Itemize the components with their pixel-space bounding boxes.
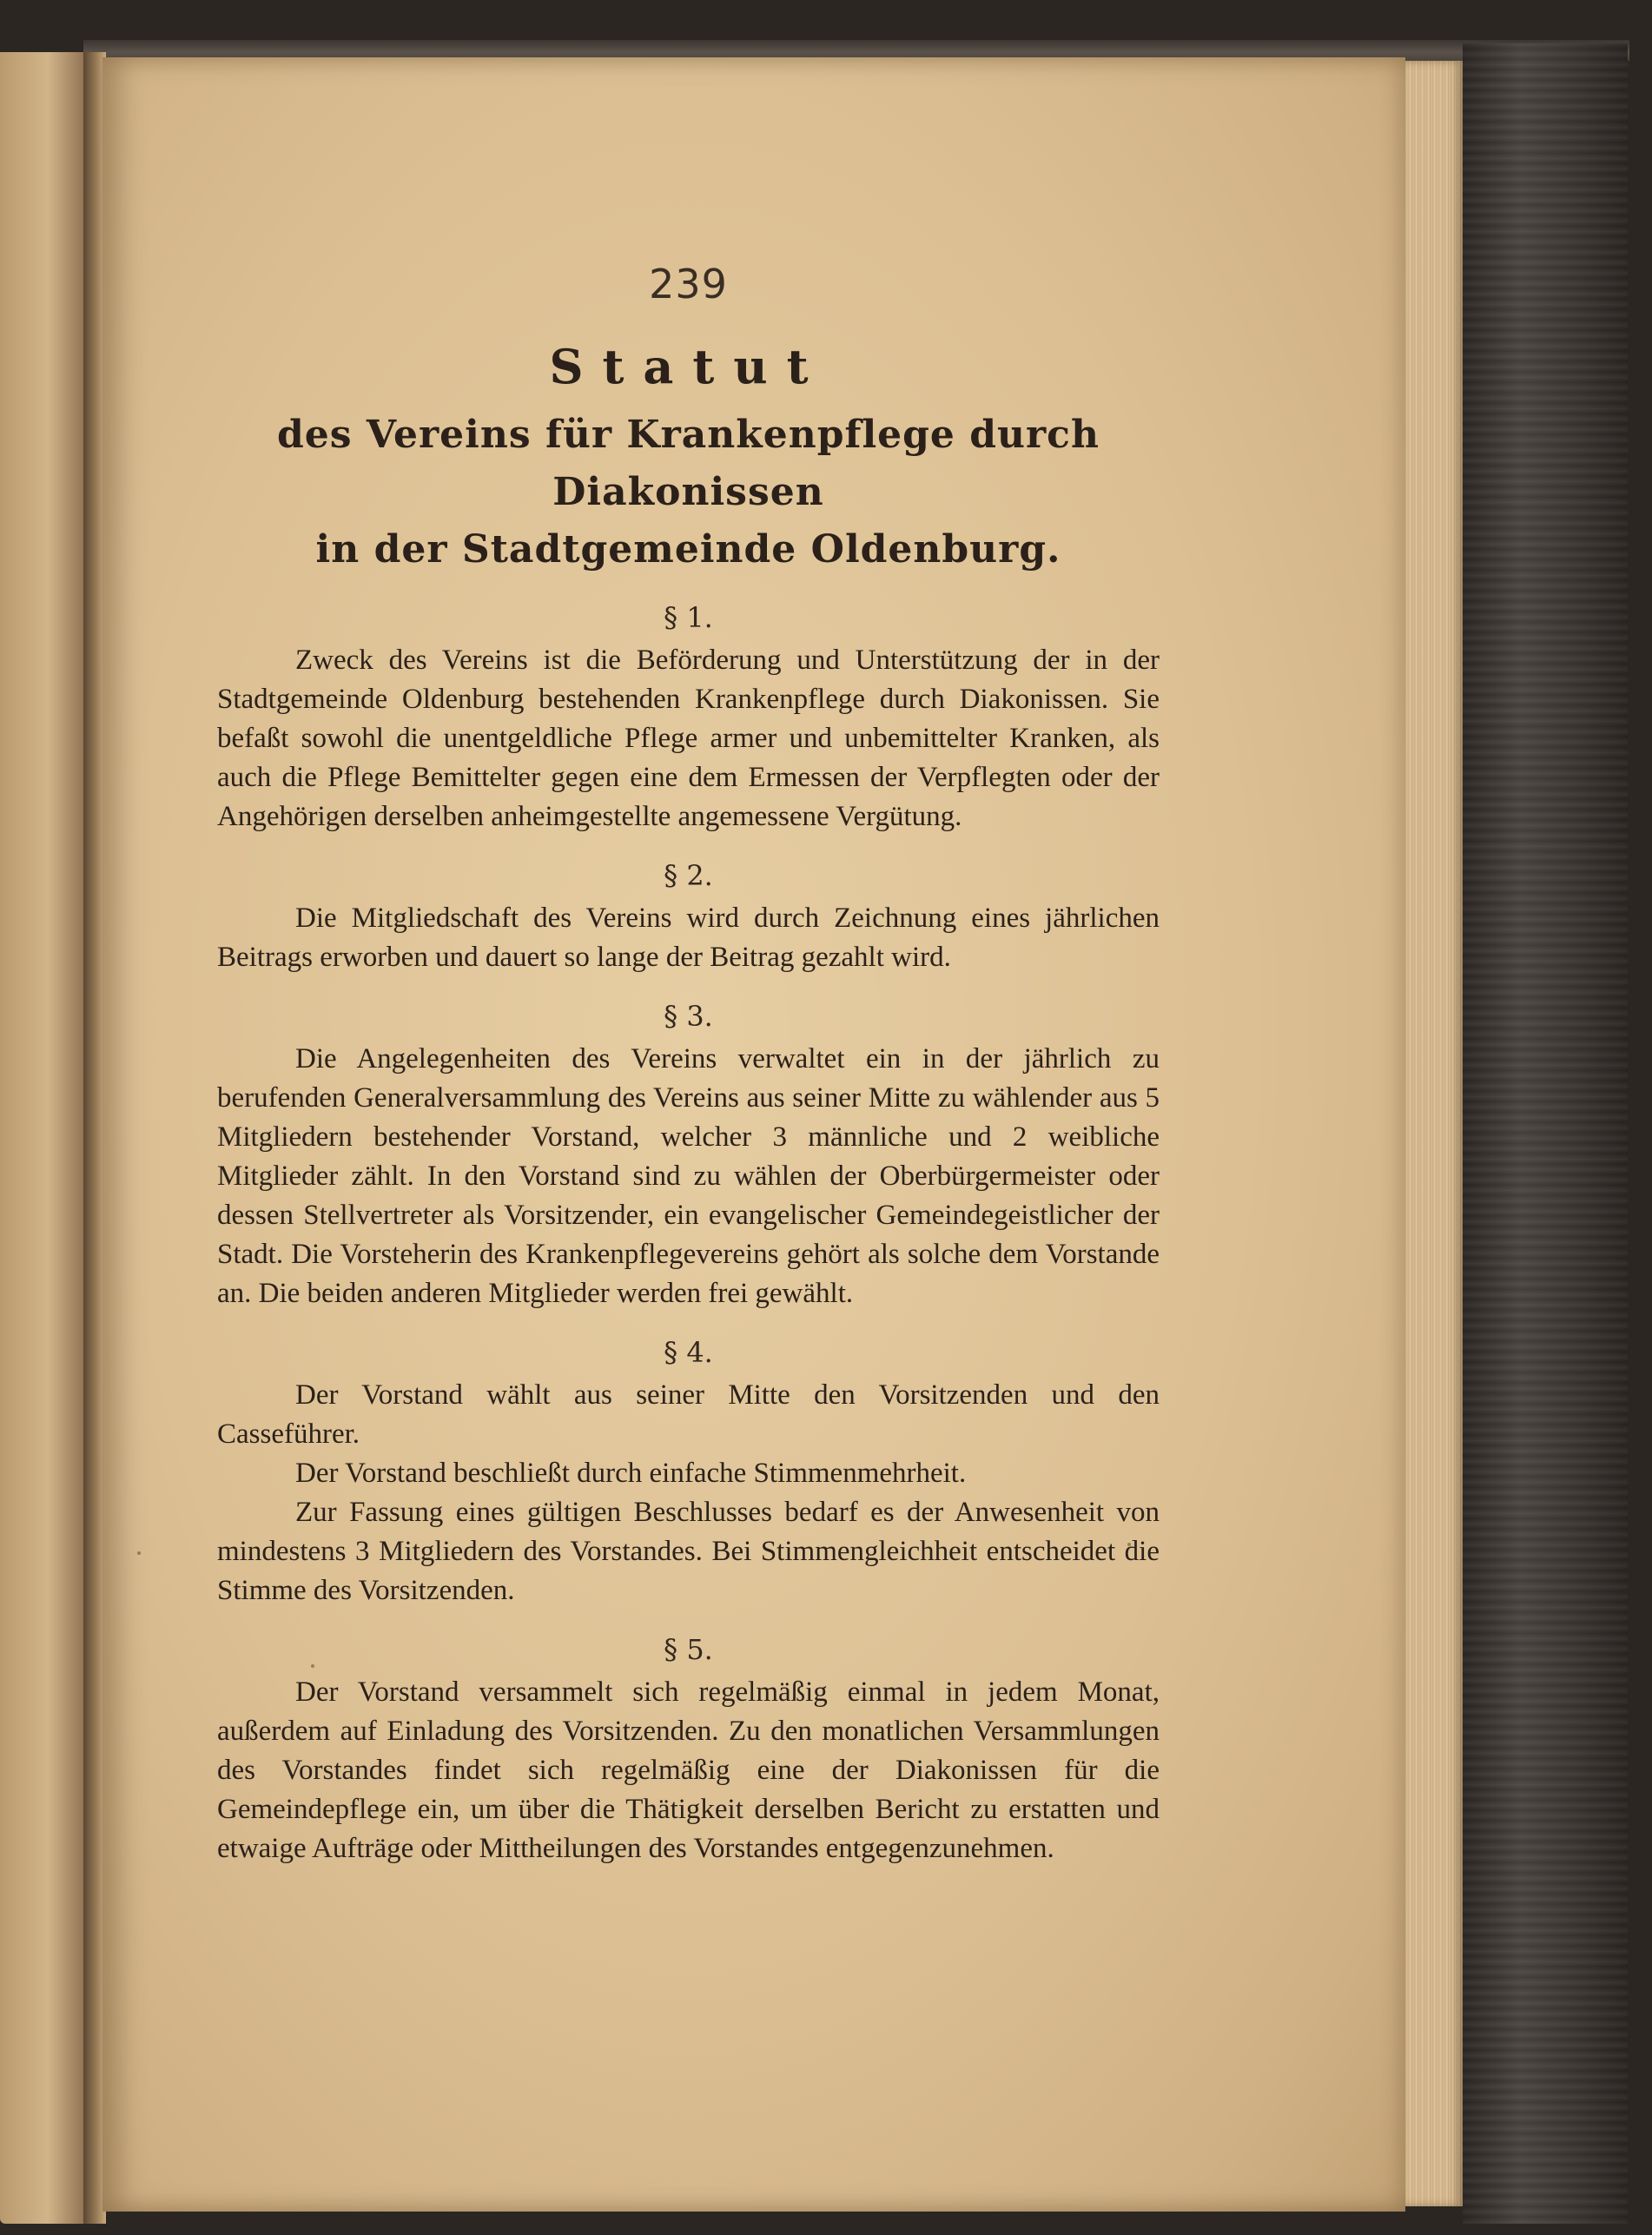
section-4 [217, 1336, 1160, 1610]
section-heading: § 2. [664, 859, 713, 892]
page-number: 239 [649, 261, 728, 307]
section-5 [217, 1633, 1160, 1868]
section-paragraph: Der Vorstand versammelt sich regelmäßig einmal in jedem Monat, außerdem auf Einladung des Vorsitzenden. Zu den monatlichen Versammlungen des Vorstandes findet sich regelmäßig eine der Diakonissen für die Gemeindepflege ein, um über die Thätigkeit derselben Bericht zu erstatten und etwaige Aufträge oder Mittheilungen des Vorstandes entgegenzunehmen. [217, 1676, 1160, 1864]
document-subtitle-line-1: des Vereins für Krankenpflege durch Diakonissen [277, 413, 1100, 514]
section-paragraph: Zur Fassung eines gültigen Beschlusses bedarf es der Anwesenheit von mindestens 3 Mitgliedern des Vorstandes. Bei Stimmengleichheit entscheidet die Stimme des Vorsitzenden. [217, 1497, 1160, 1606]
section-2 [217, 859, 1160, 977]
section-paragraph: Der Vorstand beschließt durch einfache Stimmenmehrheit. [295, 1458, 967, 1489]
section-heading: § 1. [664, 601, 713, 634]
section-heading: § 3. [664, 1000, 713, 1033]
section-heading: § 5. [664, 1633, 713, 1666]
section-3 [217, 1000, 1160, 1313]
section-1 [217, 601, 1160, 836]
page-stack-edges [1400, 61, 1463, 2206]
section-paragraph: Zweck des Vereins ist die Beförderung und Unterstützung der in der Stadtgemeinde Oldenburg bestehenden Krankenpflege durch Diakonissen. Sie befaßt sowohl die unentgeldliche Pflege armer und unbemittelter Kranken, als auch die Pflege Bemittelter gegen eine dem Ermessen der Verpflegten oder der Angehörigen derselben anheimgestellte angemessene Vergütung. [217, 645, 1160, 832]
section-paragraph: Die Angelegenheiten des Vereins verwaltet ein in der jährlich zu berufenden Generalversammlung des Vereins aus seiner Mitte zu wählender aus 5 Mitgliedern bestehender Vorstand, welcher 3 männliche und 2 weibliche Mitglieder zählt. In den Vorstand sind zu wählen der Oberbürgermeister oder dessen Stellvertreter als Vorsitzender, ein evangelischer Gemeindegeistlicher der Stadt. Die Vorsteherin des Krankenpflegevereins gehört als solche dem Vorstande an. Die beiden anderen Mitglieder werden frei gewählt. [217, 1043, 1160, 1309]
book-cover-board [1463, 43, 1628, 2224]
document-title: Statut [549, 339, 828, 394]
left-facing-page-edge [0, 52, 87, 2224]
section-paragraph: Der Vorstand wählt aus seiner Mitte den Vorsitzenden und den Casseführer. [217, 1379, 1160, 1450]
section-heading: § 4. [664, 1336, 713, 1369]
page-content [217, 261, 1160, 1868]
document-subtitle-line-2: in der Stadtgemeinde Oldenburg. [315, 527, 1061, 572]
section-paragraph: Die Mitgliedschaft des Vereins wird durch Zeichnung eines jährlichen Beitrags erworben und dauert so lange der Beitrag gezahlt wird. [217, 903, 1160, 973]
